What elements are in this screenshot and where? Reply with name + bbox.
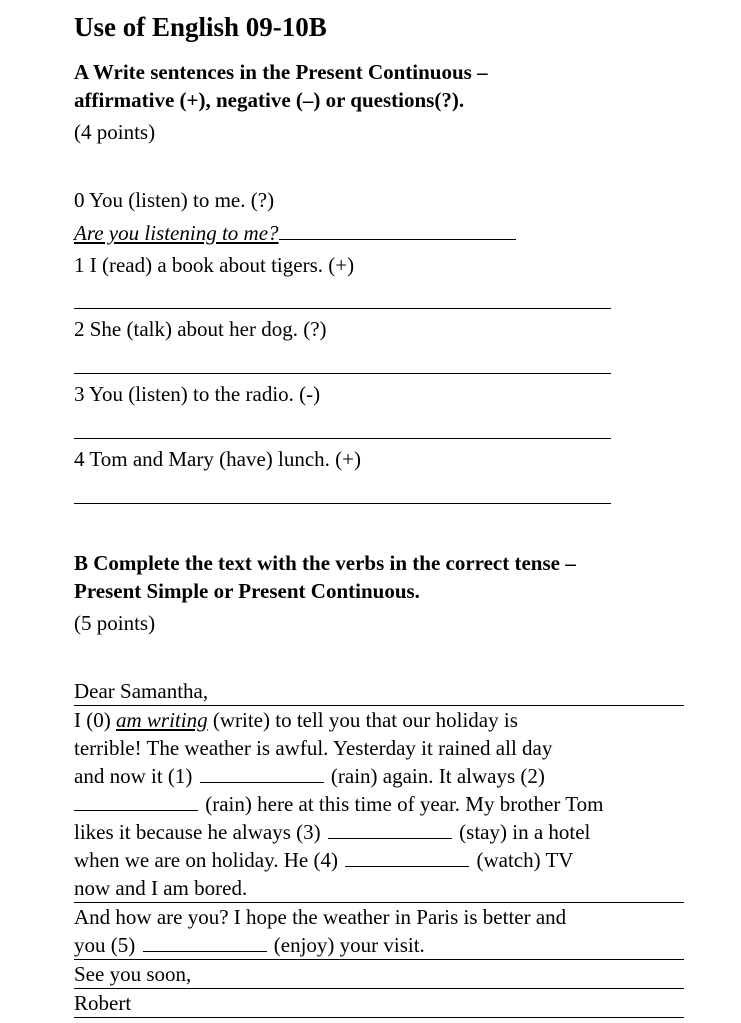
letter-signature: Robert xyxy=(74,991,132,1015)
section-b-heading-line2: Present Simple or Present Continuous. xyxy=(74,579,420,603)
exercise-a-item-2: 2 She (talk) about her dog. (?) xyxy=(74,317,327,341)
gap-3-blank[interactable] xyxy=(328,819,452,839)
section-a-heading-line1: A Write sentences in the Present Continuous – xyxy=(74,60,488,84)
letter-line-4 xyxy=(74,790,603,818)
letter-line-8: And how are you? I hope the weather in Paris is better and xyxy=(74,905,567,929)
exercise-a-item-3: 3 You (listen) to the radio. (-) xyxy=(74,382,321,406)
section-b-points: (5 points) xyxy=(74,611,156,635)
letter-text-segment: (rain) again. It always (2) xyxy=(325,764,545,788)
letter-text-segment: (rain) here at this time of year. My brother Tom xyxy=(200,792,604,816)
letter-text-segment: when we are on holiday. He (4) xyxy=(74,848,344,872)
letter-rule xyxy=(74,988,684,989)
letter-text-segment: (stay) in a hotel xyxy=(453,820,591,844)
exercise-a-item-1: 1 I (read) a book about tigers. (+) xyxy=(74,253,355,277)
letter-line-6 xyxy=(74,846,573,874)
section-b-heading-line1: B Complete the text with the verbs in the correct tense – xyxy=(74,551,576,575)
gap-2-blank[interactable] xyxy=(74,791,198,811)
letter-line-5 xyxy=(74,818,590,846)
letter-line-9 xyxy=(74,931,425,959)
letter-closing: See you soon, xyxy=(74,962,192,986)
gap-4-blank[interactable] xyxy=(345,847,469,867)
answer-line-2[interactable] xyxy=(74,373,611,374)
section-a-heading-line2: affirmative (+), negative (–) or questions(?). xyxy=(74,88,465,112)
gap-5-blank[interactable] xyxy=(143,932,267,952)
letter-line-1 xyxy=(74,706,518,734)
letter-line-2: terrible! The weather is awful. Yesterday it rained all day xyxy=(74,736,553,760)
example-answer: Are you listening to me? xyxy=(74,221,279,245)
section-a-points: (4 points) xyxy=(74,120,156,144)
letter-text-segment: (write) to tell you that our holiday is xyxy=(207,708,518,732)
answer-line-1[interactable] xyxy=(74,308,611,309)
exercise-a-item-4: 4 Tom and Mary (have) lunch. (+) xyxy=(74,447,361,471)
letter-rule xyxy=(74,1017,684,1018)
letter-text-segment: (watch) TV xyxy=(471,848,574,872)
letter-text-segment: you (5) xyxy=(74,933,141,957)
letter-text-segment: and now it (1) xyxy=(74,764,198,788)
example-gap-answer: am writing xyxy=(115,708,208,732)
letter-text-segment: likes it because he always (3) xyxy=(74,820,326,844)
letter-text-segment: I (0) xyxy=(74,708,116,732)
answer-line-3[interactable] xyxy=(74,438,611,439)
letter-line-3 xyxy=(74,762,545,790)
letter-greeting: Dear Samantha, xyxy=(74,679,209,703)
letter-line-7: now and I am bored. xyxy=(74,876,248,900)
example-answer-line xyxy=(74,219,516,247)
example-answer-blank[interactable] xyxy=(279,219,516,240)
gap-1-blank[interactable] xyxy=(200,763,324,783)
letter-text-segment: (enjoy) your visit. xyxy=(268,933,425,957)
answer-line-4[interactable] xyxy=(74,503,611,504)
page-title: Use of English 09-10B xyxy=(74,12,327,42)
example-prompt: 0 You (listen) to me. (?) xyxy=(74,188,275,212)
